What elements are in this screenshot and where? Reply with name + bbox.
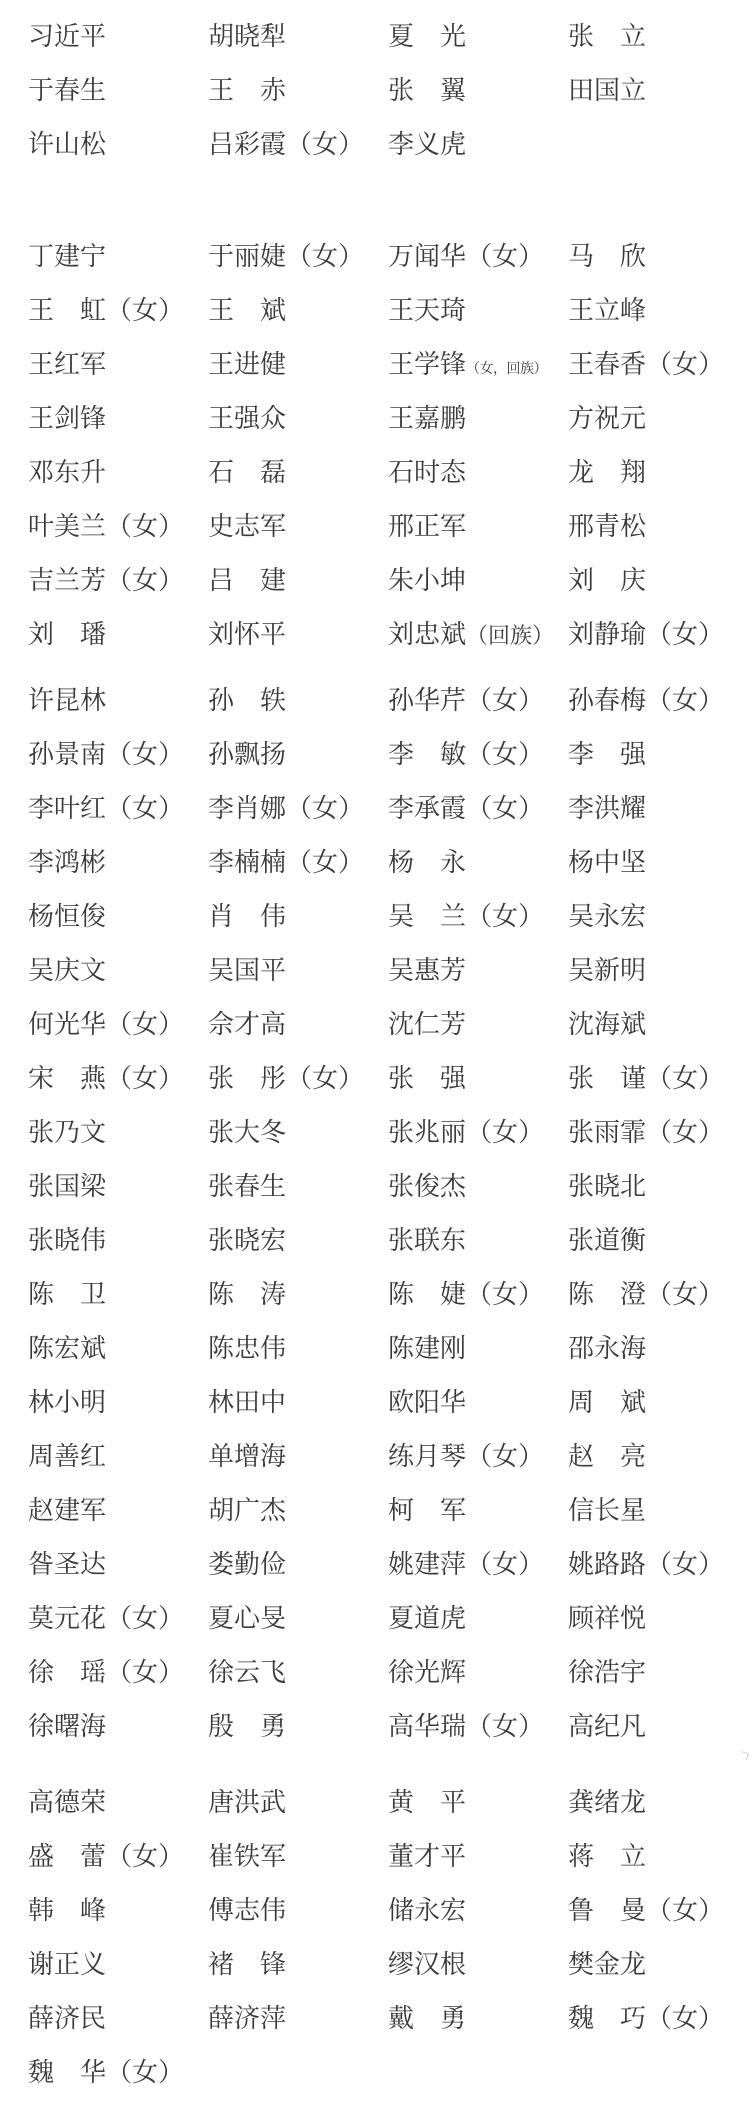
delegate-name: 樊金龙 — [568, 1950, 647, 1979]
delegate-name: 刘 庆 — [568, 566, 647, 595]
delegate-name: 丁建宁 — [28, 242, 107, 271]
delegate-name: 唐洪武 — [208, 1788, 287, 1817]
delegate-name: 张兆丽（女） — [388, 1118, 545, 1147]
delegate-name: 李义虎 — [388, 130, 467, 159]
delegate-name: 谢正义 — [28, 1950, 107, 1979]
name-row — [28, 1052, 750, 1106]
delegate-name: 吴国平 — [208, 956, 287, 985]
delegate-name: 马 欣 — [568, 242, 647, 271]
delegate-name: 张 立 — [568, 22, 647, 51]
delegate-name: 刘 璠 — [28, 620, 107, 649]
name-row — [28, 118, 750, 172]
delegate-name: 石 磊 — [208, 458, 287, 487]
delegate-name: 吴庆文 — [28, 956, 107, 985]
delegate-name: 徐云飞 — [208, 1658, 287, 1687]
delegate-name: 顾祥悦 — [568, 1604, 647, 1633]
delegate-name: 吴新明 — [568, 956, 647, 985]
delegate-name: 魏 华（女） — [28, 2058, 185, 2087]
name-row — [28, 1938, 750, 1992]
name-row — [28, 674, 750, 728]
delegate-name: 方祝元 — [568, 404, 647, 433]
delegate-name: 万闻华（女） — [388, 242, 545, 271]
delegate-name: 杨中坚 — [568, 848, 647, 877]
name-row — [28, 1376, 750, 1430]
delegate-name: 姚路路（女） — [568, 1550, 725, 1579]
delegate-name: 龚绪龙 — [568, 1788, 647, 1817]
delegate-name: 叶美兰（女） — [28, 512, 185, 541]
delegate-name: 张晓北 — [568, 1172, 647, 1201]
delegate-name: 石时态 — [388, 458, 467, 487]
delegate-name — [388, 352, 568, 378]
delegate-name: 邢青松 — [568, 512, 647, 541]
delegate-name: 佘才高 — [208, 1010, 287, 1039]
delegate-name: 许昆林 — [28, 686, 107, 715]
delegate-name: 赵 亮 — [568, 1442, 647, 1471]
delegate-name: 戴 勇 — [388, 2004, 467, 2033]
delegate-name: 龙 翔 — [568, 458, 647, 487]
name-row — [28, 1106, 750, 1160]
delegate-name: 孙飘扬 — [208, 740, 287, 769]
delegate-name: 李肖娜（女） — [208, 794, 365, 823]
delegate-name: 张道衡 — [568, 1226, 647, 1255]
delegate-name: 陈 澄（女） — [568, 1280, 725, 1309]
name-row — [28, 890, 750, 944]
name-row — [28, 728, 750, 782]
name-row — [28, 446, 750, 500]
delegate-name: 薛济萍 — [208, 2004, 287, 2033]
delegate-name: 张 彤（女） — [208, 1064, 365, 1093]
name-row — [28, 230, 750, 284]
delegate-name: 沈仁芳 — [388, 1010, 467, 1039]
name-row — [28, 836, 750, 890]
delegate-name: 陈宏斌 — [28, 1334, 107, 1363]
delegate-name: 张俊杰 — [388, 1172, 467, 1201]
delegate-name: 王天琦 — [388, 296, 467, 325]
scan-artifact — [739, 1751, 749, 1760]
delegate-name: 张晓伟 — [28, 1226, 107, 1255]
name-list-section — [28, 1776, 750, 2100]
delegate-name: 张大冬 — [208, 1118, 287, 1147]
delegate-name: 李洪耀 — [568, 794, 647, 823]
delegate-name: 赵建军 — [28, 1496, 107, 1525]
delegate-name: 周 斌 — [568, 1388, 647, 1417]
delegate-name: 陈忠伟 — [208, 1334, 287, 1363]
name-list-section — [28, 10, 750, 172]
name-row — [28, 1484, 750, 1538]
delegate-name: 李楠楠（女） — [208, 848, 365, 877]
delegate-name-text: 王学锋 — [388, 350, 467, 379]
delegate-name: 崔铁军 — [208, 1842, 287, 1871]
delegate-name: 宋 燕（女） — [28, 1064, 185, 1093]
delegate-name: 莫元花（女） — [28, 1604, 185, 1633]
delegate-name: 朱小坤 — [388, 566, 467, 595]
delegate-name: 王红军 — [28, 350, 107, 379]
delegate-name: 高德荣 — [28, 1788, 107, 1817]
delegate-name: 陈 卫 — [28, 1280, 107, 1309]
delegate-name: 王进健 — [208, 350, 287, 379]
delegate-name: 练月琴（女） — [388, 1442, 545, 1471]
delegate-name: 娄勤俭 — [208, 1550, 287, 1579]
delegate-name: 孙春梅（女） — [568, 686, 725, 715]
delegate-name: 盛 蕾（女） — [28, 1842, 185, 1871]
delegate-name: 徐光辉 — [388, 1658, 467, 1687]
delegate-name: 张 翼 — [388, 76, 467, 105]
delegate-name: 信长星 — [568, 1496, 647, 1525]
delegate-name: 王剑锋 — [28, 404, 107, 433]
delegate-name: 陈 婕（女） — [388, 1280, 545, 1309]
delegate-name: 姚建萍（女） — [388, 1550, 545, 1579]
delegate-name: 吕彩霞（女） — [208, 130, 365, 159]
name-row — [28, 2046, 750, 2100]
delegate-name: 吴惠芳 — [388, 956, 467, 985]
delegate-name: 王强众 — [208, 404, 287, 433]
delegate-name: 吉兰芳（女） — [28, 566, 185, 595]
name-row — [28, 1830, 750, 1884]
delegate-name: 张雨霏（女） — [568, 1118, 725, 1147]
delegate-name: 张晓宏 — [208, 1226, 287, 1255]
delegate-name: 单增海 — [208, 1442, 287, 1471]
name-row — [28, 608, 750, 662]
delegate-name: 褚 锋 — [208, 1950, 287, 1979]
name-row — [28, 1592, 750, 1646]
delegate-name: 欧阳华 — [388, 1388, 467, 1417]
delegate-name: 张 谨（女） — [568, 1064, 725, 1093]
gender-ethnicity-note: （女，回族） — [466, 362, 548, 377]
delegate-name: 胡晓犁 — [208, 22, 287, 51]
delegate-name: 邓东升 — [28, 458, 107, 487]
name-row — [28, 782, 750, 836]
delegate-name: 陈 涛 — [208, 1280, 287, 1309]
delegate-name: 肖 伟 — [208, 902, 287, 931]
delegate-name: 刘静瑜（女） — [568, 620, 725, 649]
delegate-name: 李承霞（女） — [388, 794, 545, 823]
delegate-name: 杨恒俊 — [28, 902, 107, 931]
gender-ethnicity-note: （回族） — [466, 623, 555, 648]
name-list-section — [28, 230, 750, 662]
delegate-name: 殷 勇 — [208, 1712, 287, 1741]
delegate-name: 何光华（女） — [28, 1010, 185, 1039]
delegate-name-text: 刘忠斌 — [388, 620, 467, 649]
delegate-name: 鲁 曼（女） — [568, 1896, 725, 1925]
delegate-name: 陈建刚 — [388, 1334, 467, 1363]
delegate-name: 昝圣达 — [28, 1550, 107, 1579]
delegate-name: 缪汉根 — [388, 1950, 467, 1979]
delegate-name: 史志军 — [208, 512, 287, 541]
name-row — [28, 284, 750, 338]
delegate-name: 徐 瑶（女） — [28, 1658, 185, 1687]
name-row — [28, 1538, 750, 1592]
delegate-name: 夏心旻 — [208, 1604, 287, 1633]
delegate-name: 邢正军 — [388, 512, 467, 541]
delegate-name: 李 敏（女） — [388, 740, 545, 769]
delegate-name: 傅志伟 — [208, 1896, 287, 1925]
name-row — [28, 64, 750, 118]
name-row — [28, 944, 750, 998]
name-row — [28, 10, 750, 64]
delegate-name: 王嘉鹏 — [388, 404, 467, 433]
delegate-name: 王 虹（女） — [28, 296, 185, 325]
name-row — [28, 1322, 750, 1376]
delegate-name: 王春香（女） — [568, 350, 725, 379]
delegate-name: 杨 永 — [388, 848, 467, 877]
delegate-name: 林田中 — [208, 1388, 287, 1417]
delegate-name: 高纪凡 — [568, 1712, 647, 1741]
delegate-name: 柯 军 — [388, 1496, 467, 1525]
delegate-name: 黄 平 — [388, 1788, 467, 1817]
delegate-name: 邵永海 — [568, 1334, 647, 1363]
delegate-name: 田国立 — [568, 76, 647, 105]
name-row — [28, 1776, 750, 1830]
delegate-name: 储永宏 — [388, 1896, 467, 1925]
name-row — [28, 1160, 750, 1214]
name-row — [28, 1268, 750, 1322]
delegate-name: 高华瑞（女） — [388, 1712, 545, 1741]
delegate-name: 张春生 — [208, 1172, 287, 1201]
delegate-name: 王 斌 — [208, 296, 287, 325]
delegate-name: 王立峰 — [568, 296, 647, 325]
delegate-name: 吴永宏 — [568, 902, 647, 931]
delegate-name: 张乃文 — [28, 1118, 107, 1147]
name-row — [28, 1884, 750, 1938]
delegate-name: 韩 峰 — [28, 1896, 107, 1925]
delegate-name: 习近平 — [28, 22, 107, 51]
name-row — [28, 1646, 750, 1700]
delegate-name: 吴 兰（女） — [388, 902, 545, 931]
delegate-name: 张联东 — [388, 1226, 467, 1255]
delegate-name: 徐曙海 — [28, 1712, 107, 1741]
delegate-name: 孙华芹（女） — [388, 686, 545, 715]
delegate-name: 蒋 立 — [568, 1842, 647, 1871]
name-row — [28, 1214, 750, 1268]
delegate-name: 于丽婕（女） — [208, 242, 365, 271]
delegate-name: 张 强 — [388, 1064, 467, 1093]
delegate-name: 魏 巧（女） — [568, 2004, 725, 2033]
delegate-name: 董才平 — [388, 1842, 467, 1871]
name-row — [28, 338, 750, 392]
delegate-name: 王 赤 — [208, 76, 287, 105]
delegate-name: 徐浩宇 — [568, 1658, 647, 1687]
delegate-name: 林小明 — [28, 1388, 107, 1417]
delegate-name: 薛济民 — [28, 2004, 107, 2033]
delegate-name: 夏道虎 — [388, 1604, 467, 1633]
delegate-name: 于春生 — [28, 76, 107, 105]
name-row — [28, 1430, 750, 1484]
delegate-name: 胡广杰 — [208, 1496, 287, 1525]
delegate-name: 李鸿彬 — [28, 848, 107, 877]
delegate-name: 孙景南（女） — [28, 740, 185, 769]
delegate-name: 吕 建 — [208, 566, 287, 595]
name-list-section — [28, 674, 750, 1754]
name-row — [28, 1992, 750, 2046]
delegate-name: 周善红 — [28, 1442, 107, 1471]
delegate-name: 张国梁 — [28, 1172, 107, 1201]
name-row — [28, 554, 750, 608]
delegate-name: 沈海斌 — [568, 1010, 647, 1039]
name-row — [28, 998, 750, 1052]
name-row — [28, 1700, 750, 1754]
delegate-name — [388, 622, 568, 648]
name-row — [28, 392, 750, 446]
delegate-name: 夏 光 — [388, 22, 467, 51]
delegate-name: 刘怀平 — [208, 620, 287, 649]
delegate-name: 李 强 — [568, 740, 647, 769]
delegate-name: 孙 轶 — [208, 686, 287, 715]
delegate-name: 许山松 — [28, 130, 107, 159]
name-row — [28, 500, 750, 554]
delegate-name: 李叶红（女） — [28, 794, 185, 823]
